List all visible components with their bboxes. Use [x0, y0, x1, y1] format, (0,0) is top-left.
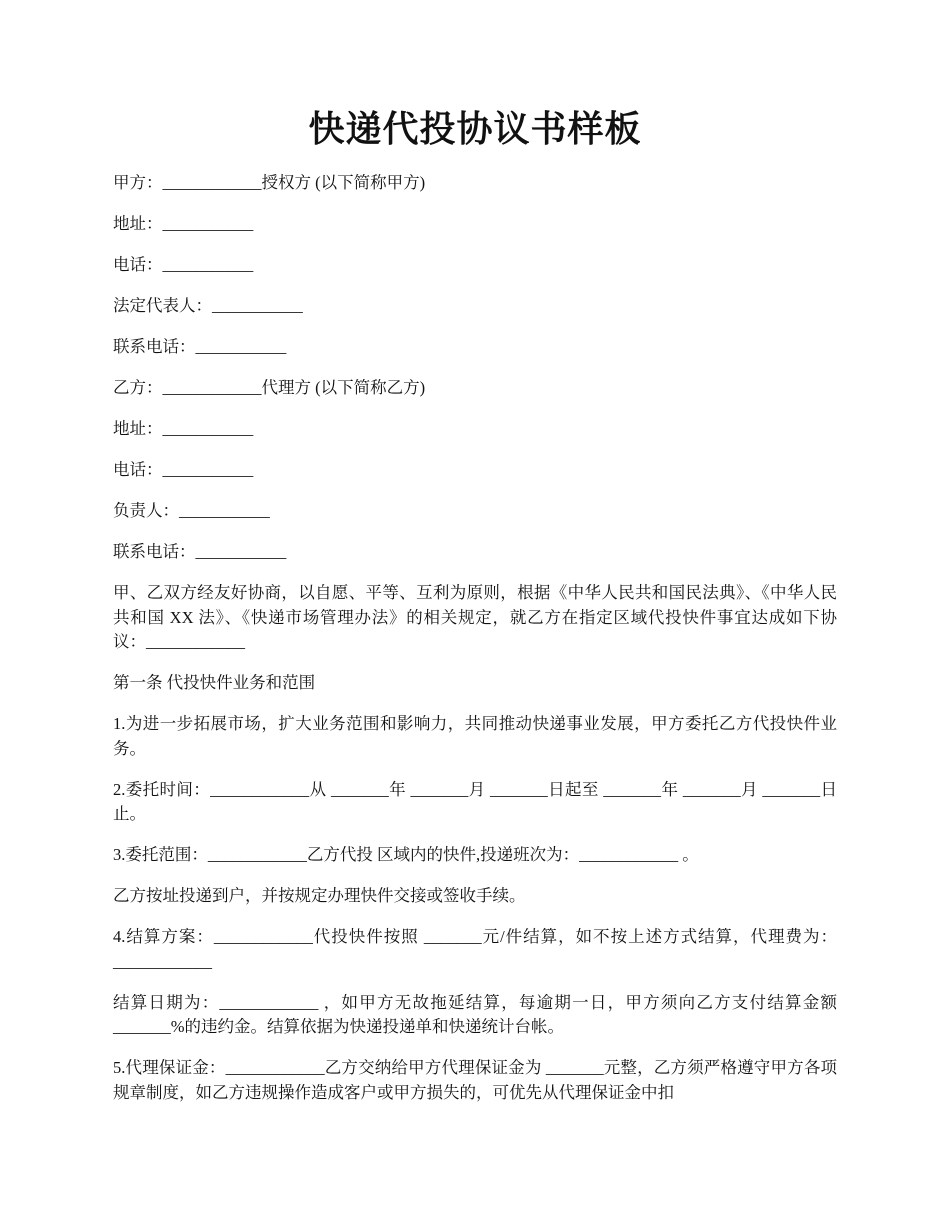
settlement-date-paragraph: 结算日期为：____________ ，如甲方无故拖延结算，每逾期一日，甲方须向乙方支付结算金额 _______%的违约金。结算依据为快递投递单和快递统计台帐。	[113, 992, 842, 1037]
party-a-legal-rep: 法定代表人：___________	[113, 296, 303, 316]
clause-5-paragraph: 5.代理保证金：____________乙方交纳给甲方代理保证金为 _______元整，乙方须严格遵守甲方各项规章制度，如乙方违规操作造成客户或甲方损失的，可优先从代理保证金中扣	[113, 1058, 837, 1102]
clause-3-paragraph: 3.委托范围：____________乙方代投 区域内的快件,投递班次为：____________ 。	[113, 845, 699, 865]
party-b-line: 乙方：____________代理方 (以下简称乙方)	[113, 378, 426, 398]
party-a-line: 甲方：____________授权方 (以下简称甲方)	[113, 173, 426, 193]
party-b-phone: 电话：___________	[113, 460, 254, 480]
delivery-note-paragraph: 乙方按址投递到户，并按规定办理快件交接或签收手续。	[113, 886, 526, 906]
article-1-heading: 第一条 代投快件业务和范围	[113, 673, 316, 693]
party-b-address: 地址：___________	[113, 419, 254, 439]
party-b-contact-phone: 联系电话：___________	[113, 542, 287, 562]
party-b-person-in-charge: 负责人：___________	[113, 501, 270, 521]
clause-4-paragraph: 4.结算方案：____________代投快件按照 _______元/件结算，如不按上述方式结算，代理费为：____________	[113, 927, 837, 971]
clause-2-paragraph: 2.委托时间：____________从 _______年 _______月 _______日起至 _______年 _______月 _______日止。	[113, 779, 837, 824]
party-a-phone: 电话：___________	[113, 255, 254, 275]
document-title: 快递代投协议书样板	[308, 109, 642, 149]
party-a-address: 地址：___________	[113, 214, 254, 234]
party-a-contact-phone: 联系电话：___________	[113, 337, 287, 357]
preamble-paragraph: 甲、乙双方经友好协商，以自愿、平等、互利为原则，根据《中华人民共和国民法典》、《中华人民共和国 XX 法》、《快递市场管理办法》的相关规定，就乙方在指定区域代投快件事宜达成如下协议：____________	[113, 583, 837, 652]
clause-1-paragraph: 1.为进一步拓展市场，扩大业务范围和影响力，共同推动快递事业发展，甲方委托乙方代投快件业务。	[113, 714, 837, 758]
